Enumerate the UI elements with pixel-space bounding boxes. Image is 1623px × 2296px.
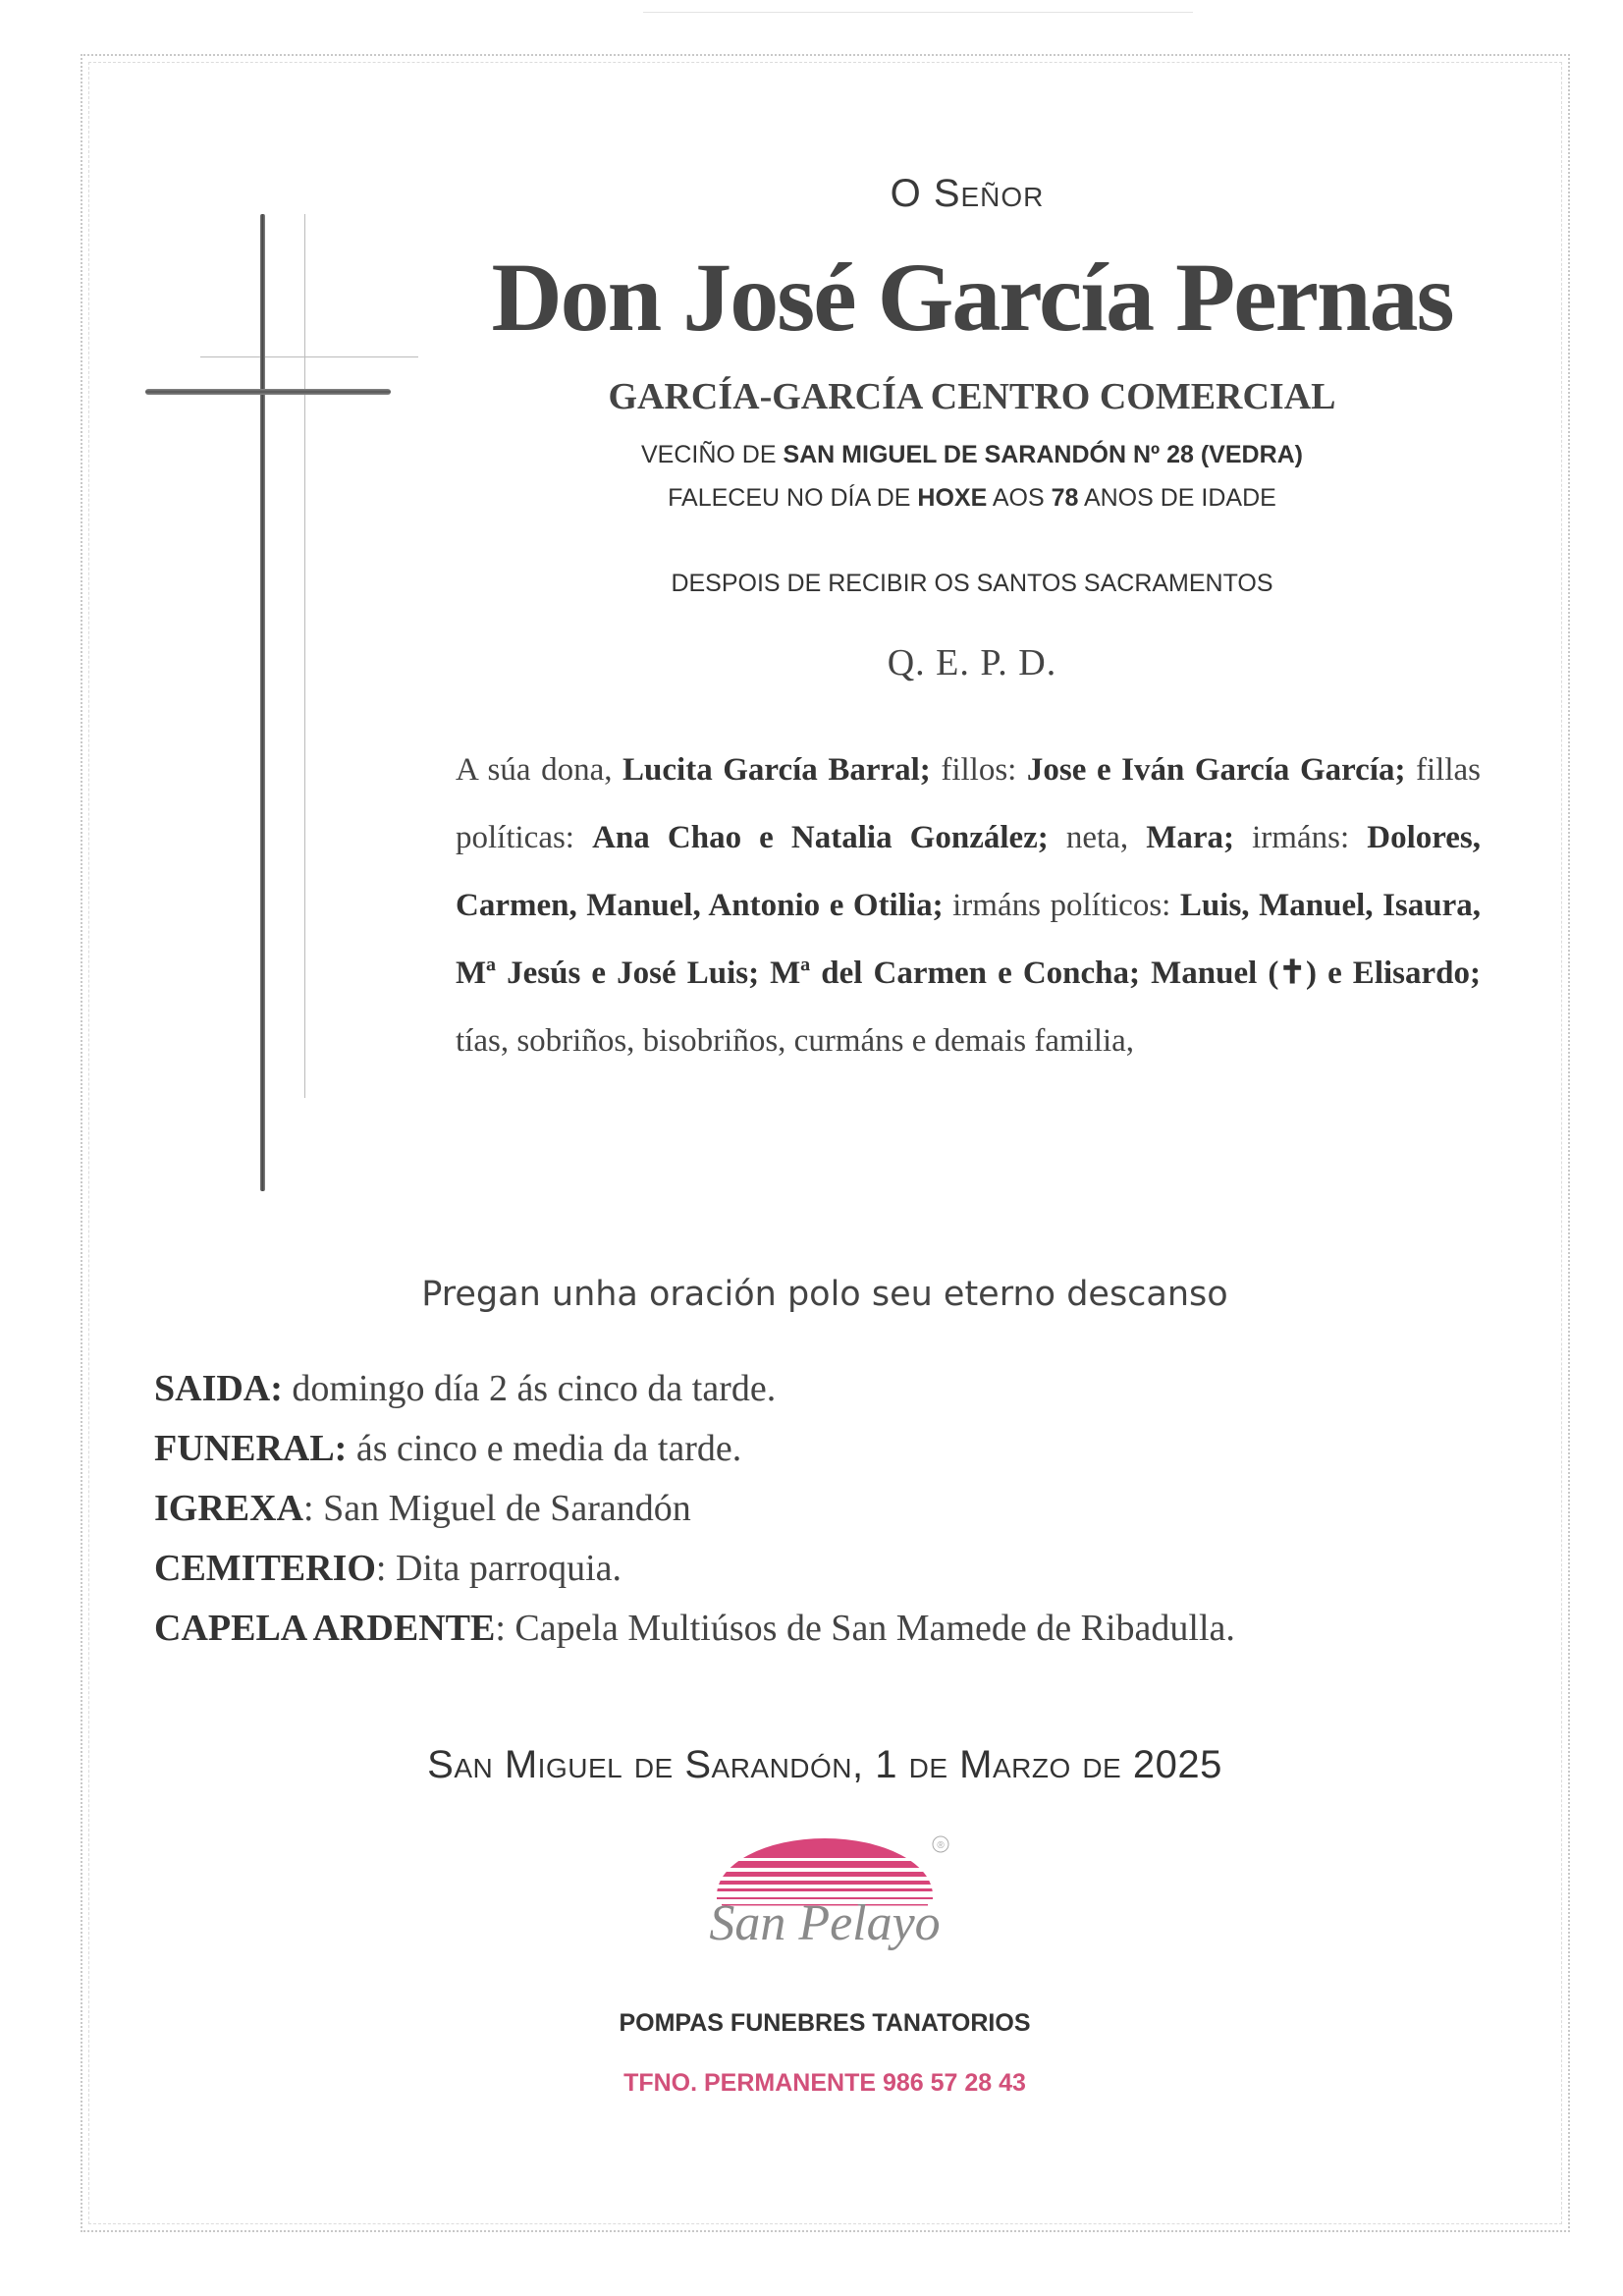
family-text: fillas políticas:	[456, 752, 1482, 855]
detail-value: ás cinco e media da tarde.	[347, 1428, 742, 1469]
logo-text: San Pelayo	[709, 1895, 941, 1951]
detail-row-igrexa	[154, 1479, 1529, 1539]
detail-row-saida	[154, 1359, 1529, 1419]
family-text: irmáns políticos:	[943, 888, 1180, 923]
residence-address: SAN MIGUEL DE SARANDÓN Nº 28 (VEDRA)	[783, 441, 1304, 468]
family-text: fillos:	[930, 752, 1027, 788]
residence-prefix: VECIÑO DE	[640, 441, 784, 468]
family-text: neta,	[1048, 820, 1147, 855]
sunset-stripes	[677, 1836, 972, 1891]
death-prefix: FALECEU NO DÍA DE	[668, 484, 918, 512]
deceased-name: Don José García Pernas	[491, 243, 1453, 352]
prayer-request: Pregan unha oración polo seu eterno descanso	[421, 1275, 1228, 1314]
detail-row-funeral	[154, 1419, 1529, 1479]
qepd: Q. E. P. D.	[887, 642, 1057, 683]
registered-mark: ®	[937, 1840, 945, 1851]
family-name: Ana Chao e Natalia González;	[592, 820, 1049, 855]
family-name: Dolores, Carmen, Manuel, Antonio e Otilia;	[456, 820, 1482, 923]
detail-value: : Dita parroquia.	[375, 1548, 622, 1589]
honorific: O Señor	[890, 172, 1045, 215]
death-suffix: ANOS DE IDADE	[1078, 484, 1276, 512]
scan-line	[643, 12, 1193, 13]
death-mid: AOS	[987, 484, 1052, 512]
detail-row-cemiterio	[154, 1539, 1529, 1599]
detail-label: SAIDA:	[154, 1368, 283, 1409]
ceremony-details	[154, 1359, 1529, 1659]
business-name: GARCÍA-GARCÍA CENTRO COMERCIAL	[608, 376, 1336, 417]
place-and-date: San Miguel de Sarandón, 1 de Marzo de 2025	[427, 1743, 1222, 1786]
family-name: Luis, Manuel, Isaura, Mª Jesús e José Luis; Mª del Carmen e Concha; Manuel (✝) e Elisardo;	[456, 888, 1482, 991]
family-text: tías, sobriños, bisobriños, curmáns e demais familia,	[456, 1023, 1135, 1059]
detail-value: : San Miguel de Sarandón	[303, 1488, 691, 1529]
family-name: Lucita García Barral;	[622, 752, 931, 788]
detail-label: CEMITERIO	[154, 1548, 376, 1589]
phone-number: TFNO. PERMANENTE 986 57 28 43	[623, 2069, 1026, 2097]
company-tagline: POMPAS FUNEBRES TANATORIOS	[619, 2009, 1031, 2037]
death-line	[550, 484, 1394, 513]
detail-value: : Capela Multiúsos de San Mamede de Ribadulla.	[495, 1608, 1235, 1649]
detail-label: CAPELA ARDENTE	[154, 1608, 496, 1649]
san-pelayo-logo	[677, 1827, 972, 1998]
detail-value: domingo día 2 ás cinco da tarde.	[282, 1368, 777, 1409]
residence-line	[550, 441, 1394, 469]
family-name: Jose e Iván García García;	[1026, 752, 1406, 788]
detail-label: IGREXA	[154, 1488, 304, 1529]
detail-label: FUNERAL:	[154, 1428, 348, 1469]
family-name: Mara;	[1146, 820, 1235, 855]
death-age: 78	[1051, 484, 1079, 512]
sacraments-line: DESPOIS DE RECIBIR OS SANTOS SACRAMENTOS	[671, 570, 1273, 597]
family-text: irmáns:	[1234, 820, 1368, 855]
family-text: A súa dona,	[456, 752, 623, 788]
detail-row-capela	[154, 1599, 1529, 1659]
cross-icon	[145, 214, 420, 1196]
death-day: HOXE	[917, 484, 988, 512]
family-paragraph	[456, 737, 1481, 1075]
